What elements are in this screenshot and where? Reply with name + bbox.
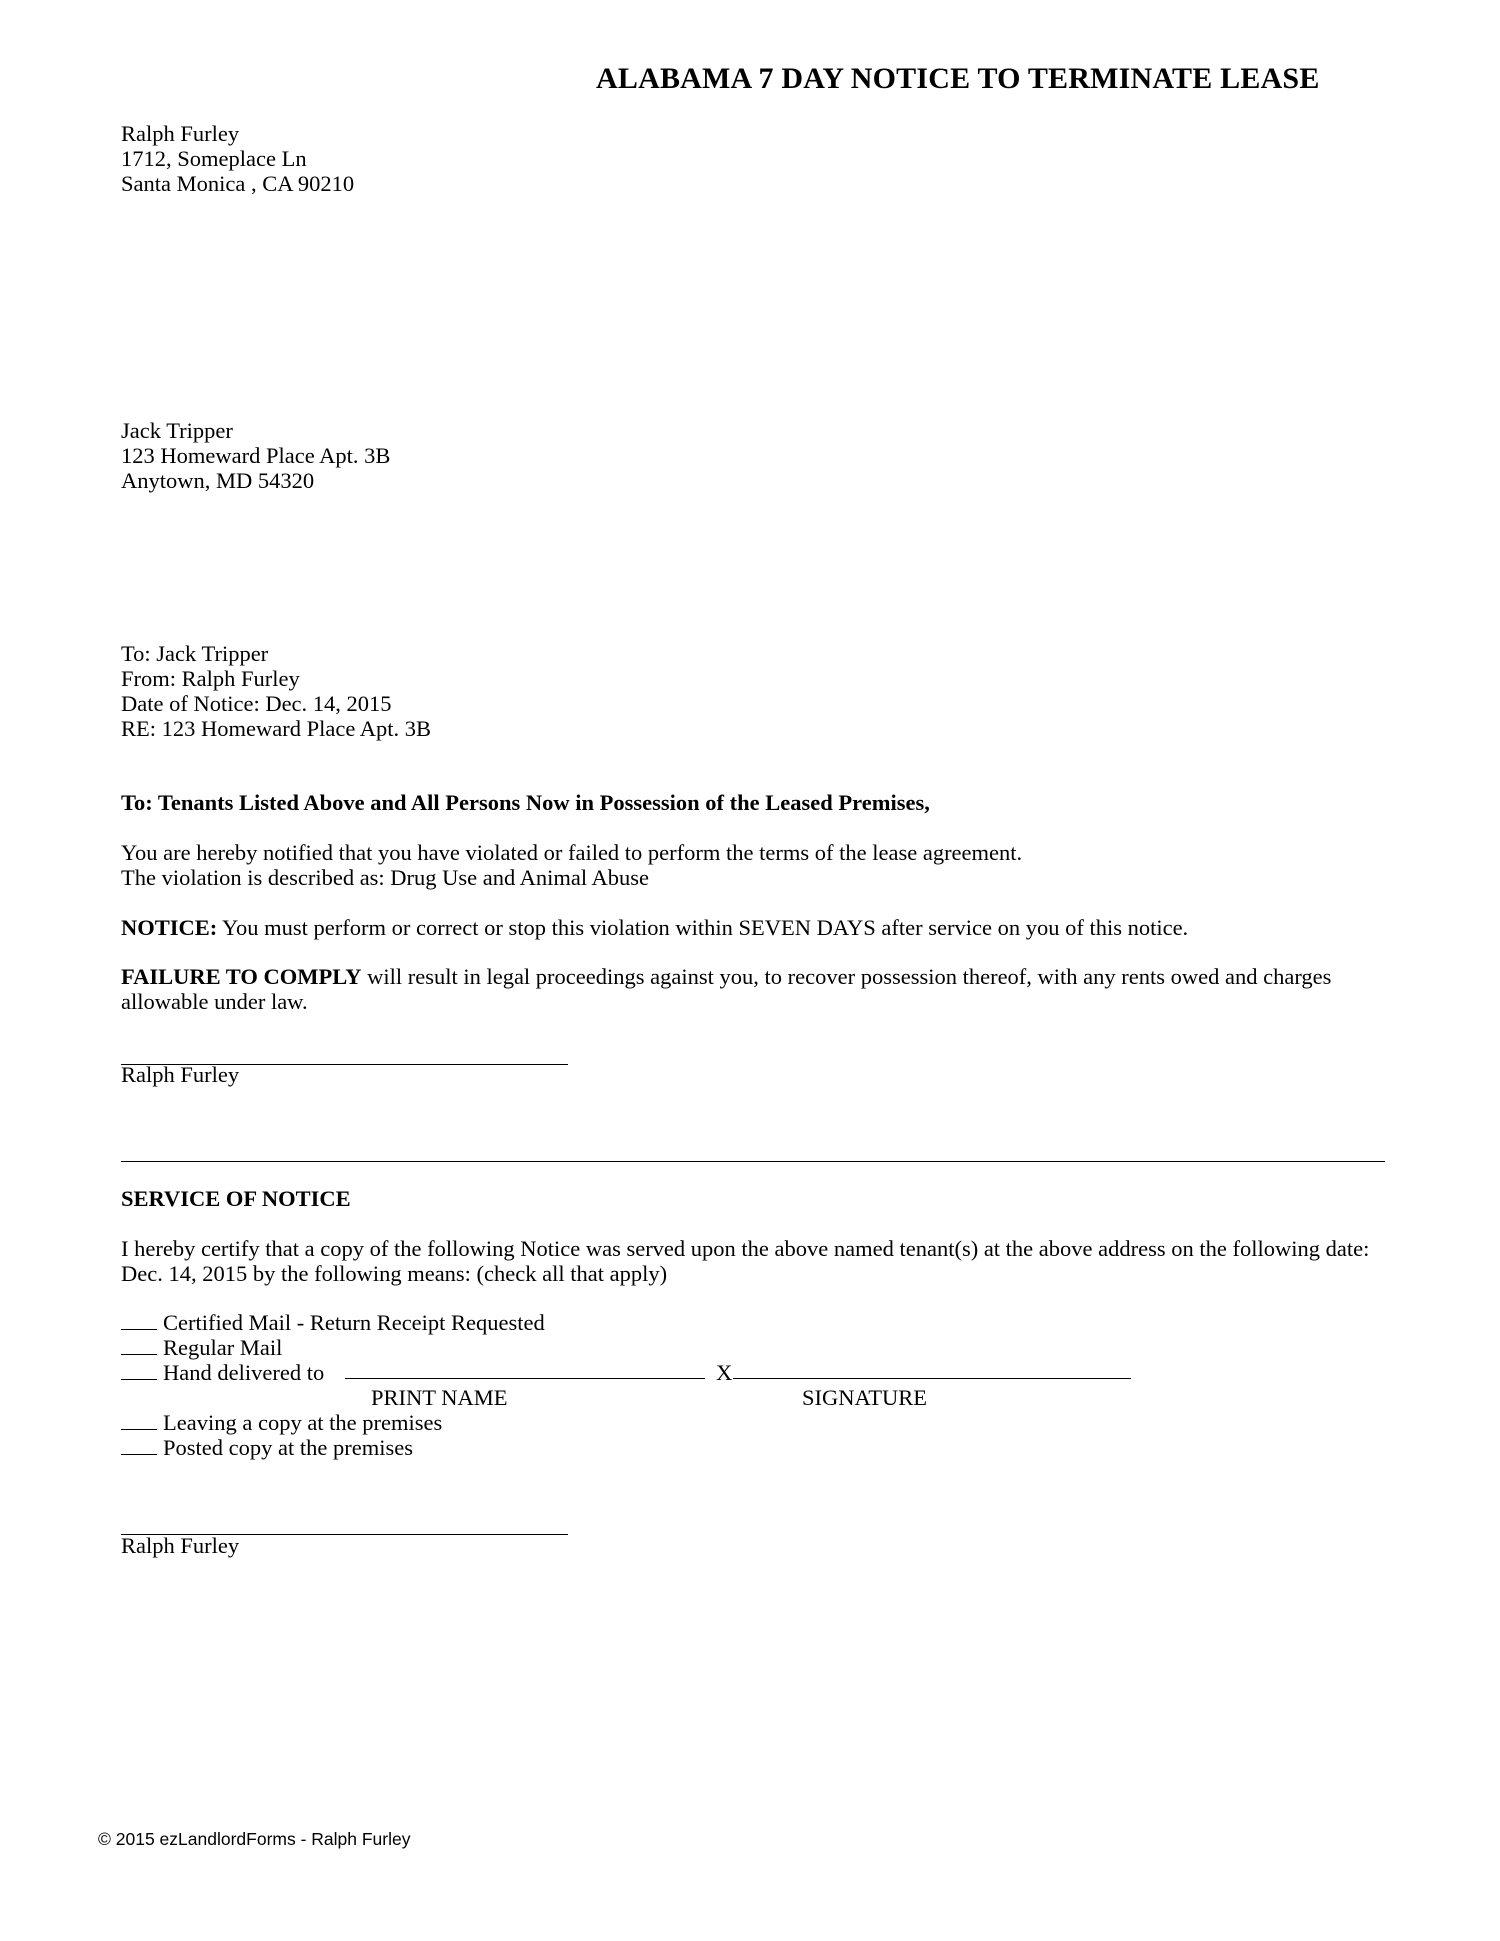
violation-paragraph bbox=[121, 840, 1022, 890]
recipient-address-line-2: Anytown, MD 54320 bbox=[121, 468, 315, 493]
print-name-field[interactable] bbox=[345, 1378, 705, 1379]
option-label: Leaving a copy at the premises bbox=[163, 1410, 443, 1435]
failure-text: will result in legal proceedings against you, to recover possession thereof, with any rents owed and charges allowable under law. bbox=[121, 964, 1332, 1014]
checkbox-blank[interactable] bbox=[121, 1411, 157, 1430]
service-option-leaving-copy[interactable] bbox=[121, 1410, 442, 1435]
notice-paragraph bbox=[121, 915, 1188, 940]
service-option-regular-mail[interactable] bbox=[121, 1335, 282, 1360]
section-divider bbox=[121, 1161, 1385, 1162]
notice-text: You must perform or correct or stop this violation within SEVEN DAYS after service on you of this notice. bbox=[217, 915, 1189, 940]
signature-field[interactable] bbox=[733, 1378, 1131, 1379]
memo-block bbox=[121, 641, 431, 741]
salutation: To: Tenants Listed Above and All Persons Now in Possession of the Leased Premises, bbox=[121, 790, 930, 815]
certify-paragraph: I hereby certify that a copy of the following Notice was served upon the above named tenant(s) at the above address on the following date: Dec. 14, 2015 by the following means: (check all that apply) bbox=[121, 1236, 1370, 1286]
service-option-posted-copy[interactable] bbox=[121, 1435, 413, 1460]
memo-date: Date of Notice: Dec. 14, 2015 bbox=[121, 691, 392, 716]
signature-x-mark: X bbox=[716, 1360, 733, 1385]
sender-name: Ralph Furley bbox=[121, 121, 240, 146]
service-option-hand-delivered[interactable] bbox=[121, 1360, 324, 1385]
option-label: Hand delivered to bbox=[163, 1360, 325, 1385]
recipient-address-block bbox=[121, 418, 390, 493]
checkbox-blank[interactable] bbox=[121, 1436, 157, 1455]
checkbox-blank[interactable] bbox=[121, 1311, 157, 1330]
notice-label: NOTICE: bbox=[121, 915, 218, 940]
checkbox-blank[interactable] bbox=[121, 1361, 157, 1380]
checkbox-blank[interactable] bbox=[121, 1336, 157, 1355]
memo-to: To: Jack Tripper bbox=[121, 641, 269, 666]
sender-address-block bbox=[121, 121, 354, 196]
recipient-name: Jack Tripper bbox=[121, 418, 233, 443]
signature-label: SIGNATURE bbox=[802, 1385, 928, 1410]
memo-from: From: Ralph Furley bbox=[121, 666, 300, 691]
signature-name-2: Ralph Furley bbox=[121, 1533, 240, 1558]
option-label: Certified Mail - Return Receipt Requested bbox=[163, 1310, 545, 1335]
failure-paragraph bbox=[121, 964, 1391, 1014]
sender-address-line-1: 1712, Someplace Ln bbox=[121, 146, 307, 171]
failure-label: FAILURE TO COMPLY bbox=[121, 964, 362, 989]
print-name-label: PRINT NAME bbox=[371, 1385, 508, 1410]
recipient-address-line-1: 123 Homeward Place Apt. 3B bbox=[121, 443, 391, 468]
copyright-footer: © 2015 ezLandlordForms - Ralph Furley bbox=[98, 1829, 411, 1849]
memo-re: RE: 123 Homeward Place Apt. 3B bbox=[121, 716, 431, 741]
violation-line-2: The violation is described as: Drug Use and Animal Abuse bbox=[121, 865, 650, 890]
service-option-certified-mail[interactable] bbox=[121, 1310, 545, 1335]
document-title: ALABAMA 7 DAY NOTICE TO TERMINATE LEASE bbox=[596, 62, 1320, 95]
violation-line-1: You are hereby notified that you have violated or failed to perform the terms of the lease agreement. bbox=[121, 840, 1023, 865]
option-label: Posted copy at the premises bbox=[163, 1435, 413, 1460]
option-label: Regular Mail bbox=[163, 1335, 283, 1360]
service-heading: SERVICE OF NOTICE bbox=[121, 1186, 351, 1211]
sender-address-line-2: Santa Monica , CA 90210 bbox=[121, 171, 355, 196]
signature-name-1: Ralph Furley bbox=[121, 1062, 240, 1087]
